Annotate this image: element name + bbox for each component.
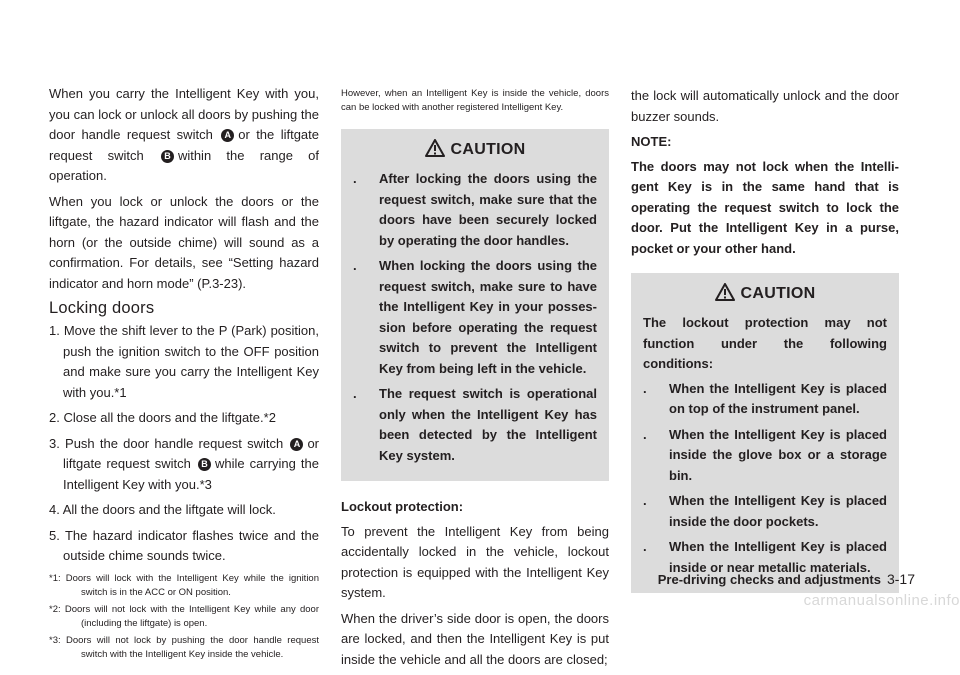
caution-heading <box>353 139 597 159</box>
caution-bullet <box>643 379 887 420</box>
footnote-2: *2: Doors will not lock with the Intelligent Key while any door (including the liftgate) is open. <box>49 603 319 629</box>
step-3-text-3: while carrying the Intelligent Key with you.*3 <box>63 456 319 492</box>
confirmation-paragraph: When you lock or unlock the doors or the liftgate, the hazard indicator will flash and the horn (or the outside chime) will sound as a confirmation. For details, see “Setting hazard indicator and horn mode” (P.3-23). <box>49 193 319 291</box>
footer-section-title: Pre-driving checks and adjustments <box>657 572 881 587</box>
bullet-marker: . <box>353 386 357 401</box>
note-label: NOTE: <box>631 134 672 149</box>
lockout-heading: Lockout protection: <box>341 499 464 514</box>
caution-bullet-text: The request switch is operational only when the Intelligent Key has been detected by the Intelligent Key system. <box>379 386 597 463</box>
column-left <box>49 84 319 665</box>
caution-bullet-text: When the Intelligent Key is placed inside or near metallic materials. <box>669 539 887 575</box>
callout-a-icon: A <box>290 438 303 451</box>
step-3 <box>49 434 319 496</box>
caution-bullet-text: After locking the doors using the request switch, make sure that the doors have been securely locked by operating the door handles. <box>379 171 597 248</box>
callout-b-icon: B <box>161 150 174 163</box>
bullet-marker: . <box>353 171 357 186</box>
caution-bullet <box>643 491 887 532</box>
bullet-marker: . <box>643 539 647 554</box>
intro-paragraph <box>49 84 319 187</box>
footnote-3: *3: Doors will not lock by pushing the door handle request switch with the Intelligent Key inside the vehicle. <box>49 634 319 660</box>
intro-text-3: within the range of operation. <box>49 147 319 183</box>
caution-title: CAUTION <box>450 141 526 158</box>
warning-triangle-icon <box>425 139 445 157</box>
lockout-paragraph-1: To prevent the Intelligent Key from being accidentally locked in the vehicle, lockout protection is equipped with the Intelligent Key system. <box>341 523 609 600</box>
caution-bullet-text: When the Intelligent Key is placed inside the door pockets. <box>669 493 887 529</box>
step-3-text-2: or liftgate request switch <box>63 435 319 471</box>
step-2: 2. Close all the doors and the liftgate.*2 <box>49 410 276 425</box>
caution-bullet <box>353 384 597 466</box>
step-1: 1. Move the shift lever to the P (Park) position, push the ignition switch to the OFF position and make sure you carry the Intelligent Key with you.*1 <box>49 323 319 400</box>
step-4: 4. All the doors and the liftgate will lock. <box>49 502 276 517</box>
caution-bullet-text: When locking the doors using the request switch, make sure to have the Intelligent Key in your posses- sion before operating the request switch to prevent the Intelligent Key from being left in the vehicle. <box>379 258 597 376</box>
lockout-paragraph-2: When the driver’s side door is open, the doors are locked, and then the Intelligent Key is put inside the vehicle and all the doors are closed; <box>341 610 609 667</box>
bullet-marker: . <box>643 380 647 396</box>
caution-box-2 <box>631 273 899 593</box>
bullet-marker: . <box>643 493 647 508</box>
page-footer <box>615 571 915 587</box>
watermark: carmanualsonline.info <box>803 592 960 609</box>
step-3-text-1: 3. Push the door handle request switch <box>49 435 284 451</box>
column-right <box>631 86 899 593</box>
footnote-1: *1: Doors will lock with the Intelligent Key while the ignition switch is in the ACC or ON position. <box>49 572 319 598</box>
caution-heading <box>643 283 887 303</box>
column-middle <box>341 87 609 675</box>
caution-bullet <box>643 425 887 487</box>
caution-lead: The lockout protection may not function under the following conditions: <box>643 315 887 371</box>
caution-box-1 <box>341 129 609 481</box>
page-number: 3-17 <box>886 571 915 587</box>
warning-triangle-icon <box>715 283 735 301</box>
caution-bullet-text: When the Intelligent Key is placed on top of the instrument panel. <box>669 380 887 416</box>
auto-unlock-paragraph: the lock will automatically unlock and the door buzzer sounds. <box>631 88 899 124</box>
intro-text-2: or the liftgate request switch <box>49 127 319 163</box>
caution-bullet <box>353 169 597 251</box>
registered-key-note: However, when an Intelligent Key is inside the vehicle, doors can be locked with another registered Intelligent Key. <box>341 88 609 113</box>
step-5: 5. The hazard indicator flashes twice and the outside chime sounds twice. <box>49 527 319 563</box>
callout-b-icon: B <box>198 458 211 471</box>
bullet-marker: . <box>643 426 647 442</box>
caution-bullet-text: When the Intelligent Key is placed inside the glove box or a storage bin. <box>669 426 887 483</box>
intro-text-1: When you carry the Intelligent Key with you, you can lock or unlock all doors by pushing the door handle request switch <box>49 86 319 142</box>
caution-title: CAUTION <box>740 285 816 302</box>
note-text: The doors may not lock when the Intelli- gent Key is in the same hand that is operating the request switch to lock the door. Put the Intelligent Key in a purse, pocket or your other hand. <box>631 158 899 256</box>
section-title: Locking doors <box>49 299 155 317</box>
bullet-marker: . <box>353 258 357 273</box>
callout-a-icon: A <box>221 129 234 142</box>
caution-bullet <box>353 256 597 379</box>
